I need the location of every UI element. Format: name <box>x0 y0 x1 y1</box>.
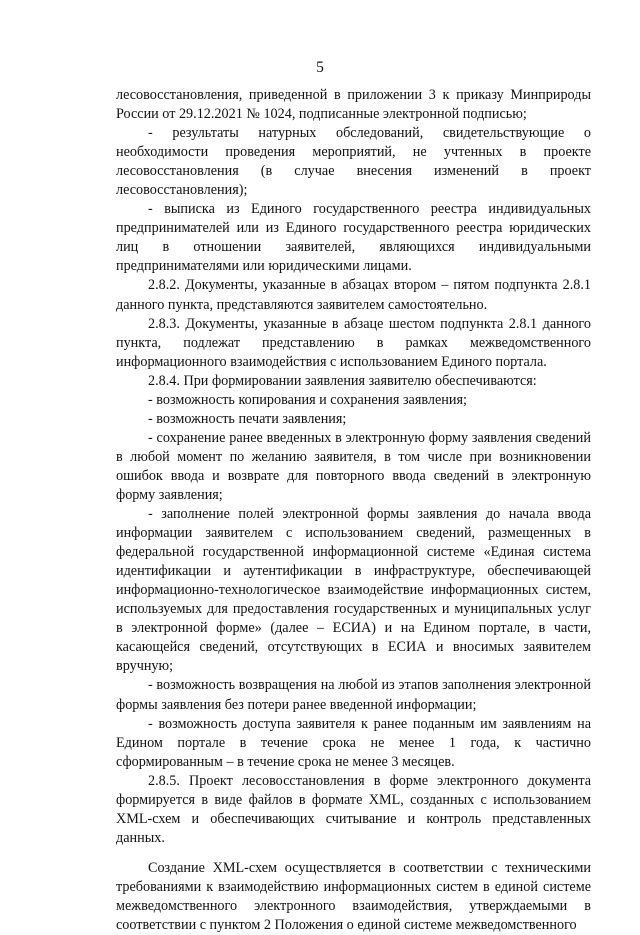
paragraph: - возможность копирования и сохранения заявления; <box>148 391 467 408</box>
paragraph: - результаты натурных обследований, свидетельствующие о необходимости проведения мероприятий, не учтенных в проекте лесовосстановления (в случае внесения изменений в проект лесовосстановления); <box>116 125 591 199</box>
paragraph: 2.8.2. Документы, указанные в абзацах втором – пятом подпункта 2.8.1 данного пункта, представляются заявителем самостоятельно. <box>116 277 591 313</box>
document-body <box>116 86 591 935</box>
paragraph: 2.8.4. При формировании заявления заявителю обеспечиваются: <box>148 372 537 389</box>
paragraph: - возможность печати заявления; <box>148 410 347 427</box>
paragraph: 2.8.5. Проект лесовосстановления в форме электронного документа формируется в виде файлов в формате XML, созданных с использованием XML-схем и обеспечивающих считывание и контроль представленных данных. <box>116 772 591 846</box>
paragraph: - сохранение ранее введенных в электронную форму заявления сведений в любой момент по желанию заявителя, в том числе при возникновении ошибок ввода и возврате для повторного ввода сведений в электронную форму заявления; <box>116 429 591 503</box>
paragraph: - выписка из Единого государственного реестра индивидуальных предпринимателей или из Единого государственного реестра юридических лиц в отношении заявителей, являющихся индивидуальными предпринимателями или юридическими лицами. <box>116 201 591 275</box>
paragraph: - возможность доступа заявителя к ранее поданным им заявлениям на Едином портале в течение срока не менее 1 года, к частично сформированным – в течение срока не менее 3 месяцев. <box>116 715 591 770</box>
paragraph: Создание XML-схем осуществляется в соответствии с техническими требованиями к взаимодействию информационных систем в единой системе межведомственного электронного взаимодействия, утверждаемыми в соответствии с пунктом 2 Положения о единой системе межведомственного <box>116 859 591 934</box>
paragraph: 2.8.3. Документы, указанные в абзаце шестом подпункта 2.8.1 данного пункта, подлежат представлению в рамках межведомственного информационного взаимодействия с использованием Единого портала. <box>116 315 591 370</box>
paragraph: - возможность возвращения на любой из этапов заполнения электронной формы заявления без потери ранее введенной информации; <box>116 677 591 713</box>
paragraph: лесовосстановления, приведенной в приложении 3 к приказу Минприроды России от 29.12.2021 № 1024, подписанные электронной подписью; <box>116 87 591 123</box>
page-number: 5 <box>316 59 324 76</box>
paragraph: - заполнение полей электронной формы заявления до начала ввода информации заявителем с использованием сведений, размещенных в федеральной государственной информационной системе «Единая система идентификации и аутентификации в инфраструктуре, обеспечивающей информационно-технологическое взаимодействие информационных систем, используемых для предоставления государственных и муниципальных услуг в электронной форме» (далее – ЕСИА) и на Едином портале, в части, касающейся сведений, отсутствующих в ЕСИА и вносимых заявителем вручную; <box>116 506 591 675</box>
